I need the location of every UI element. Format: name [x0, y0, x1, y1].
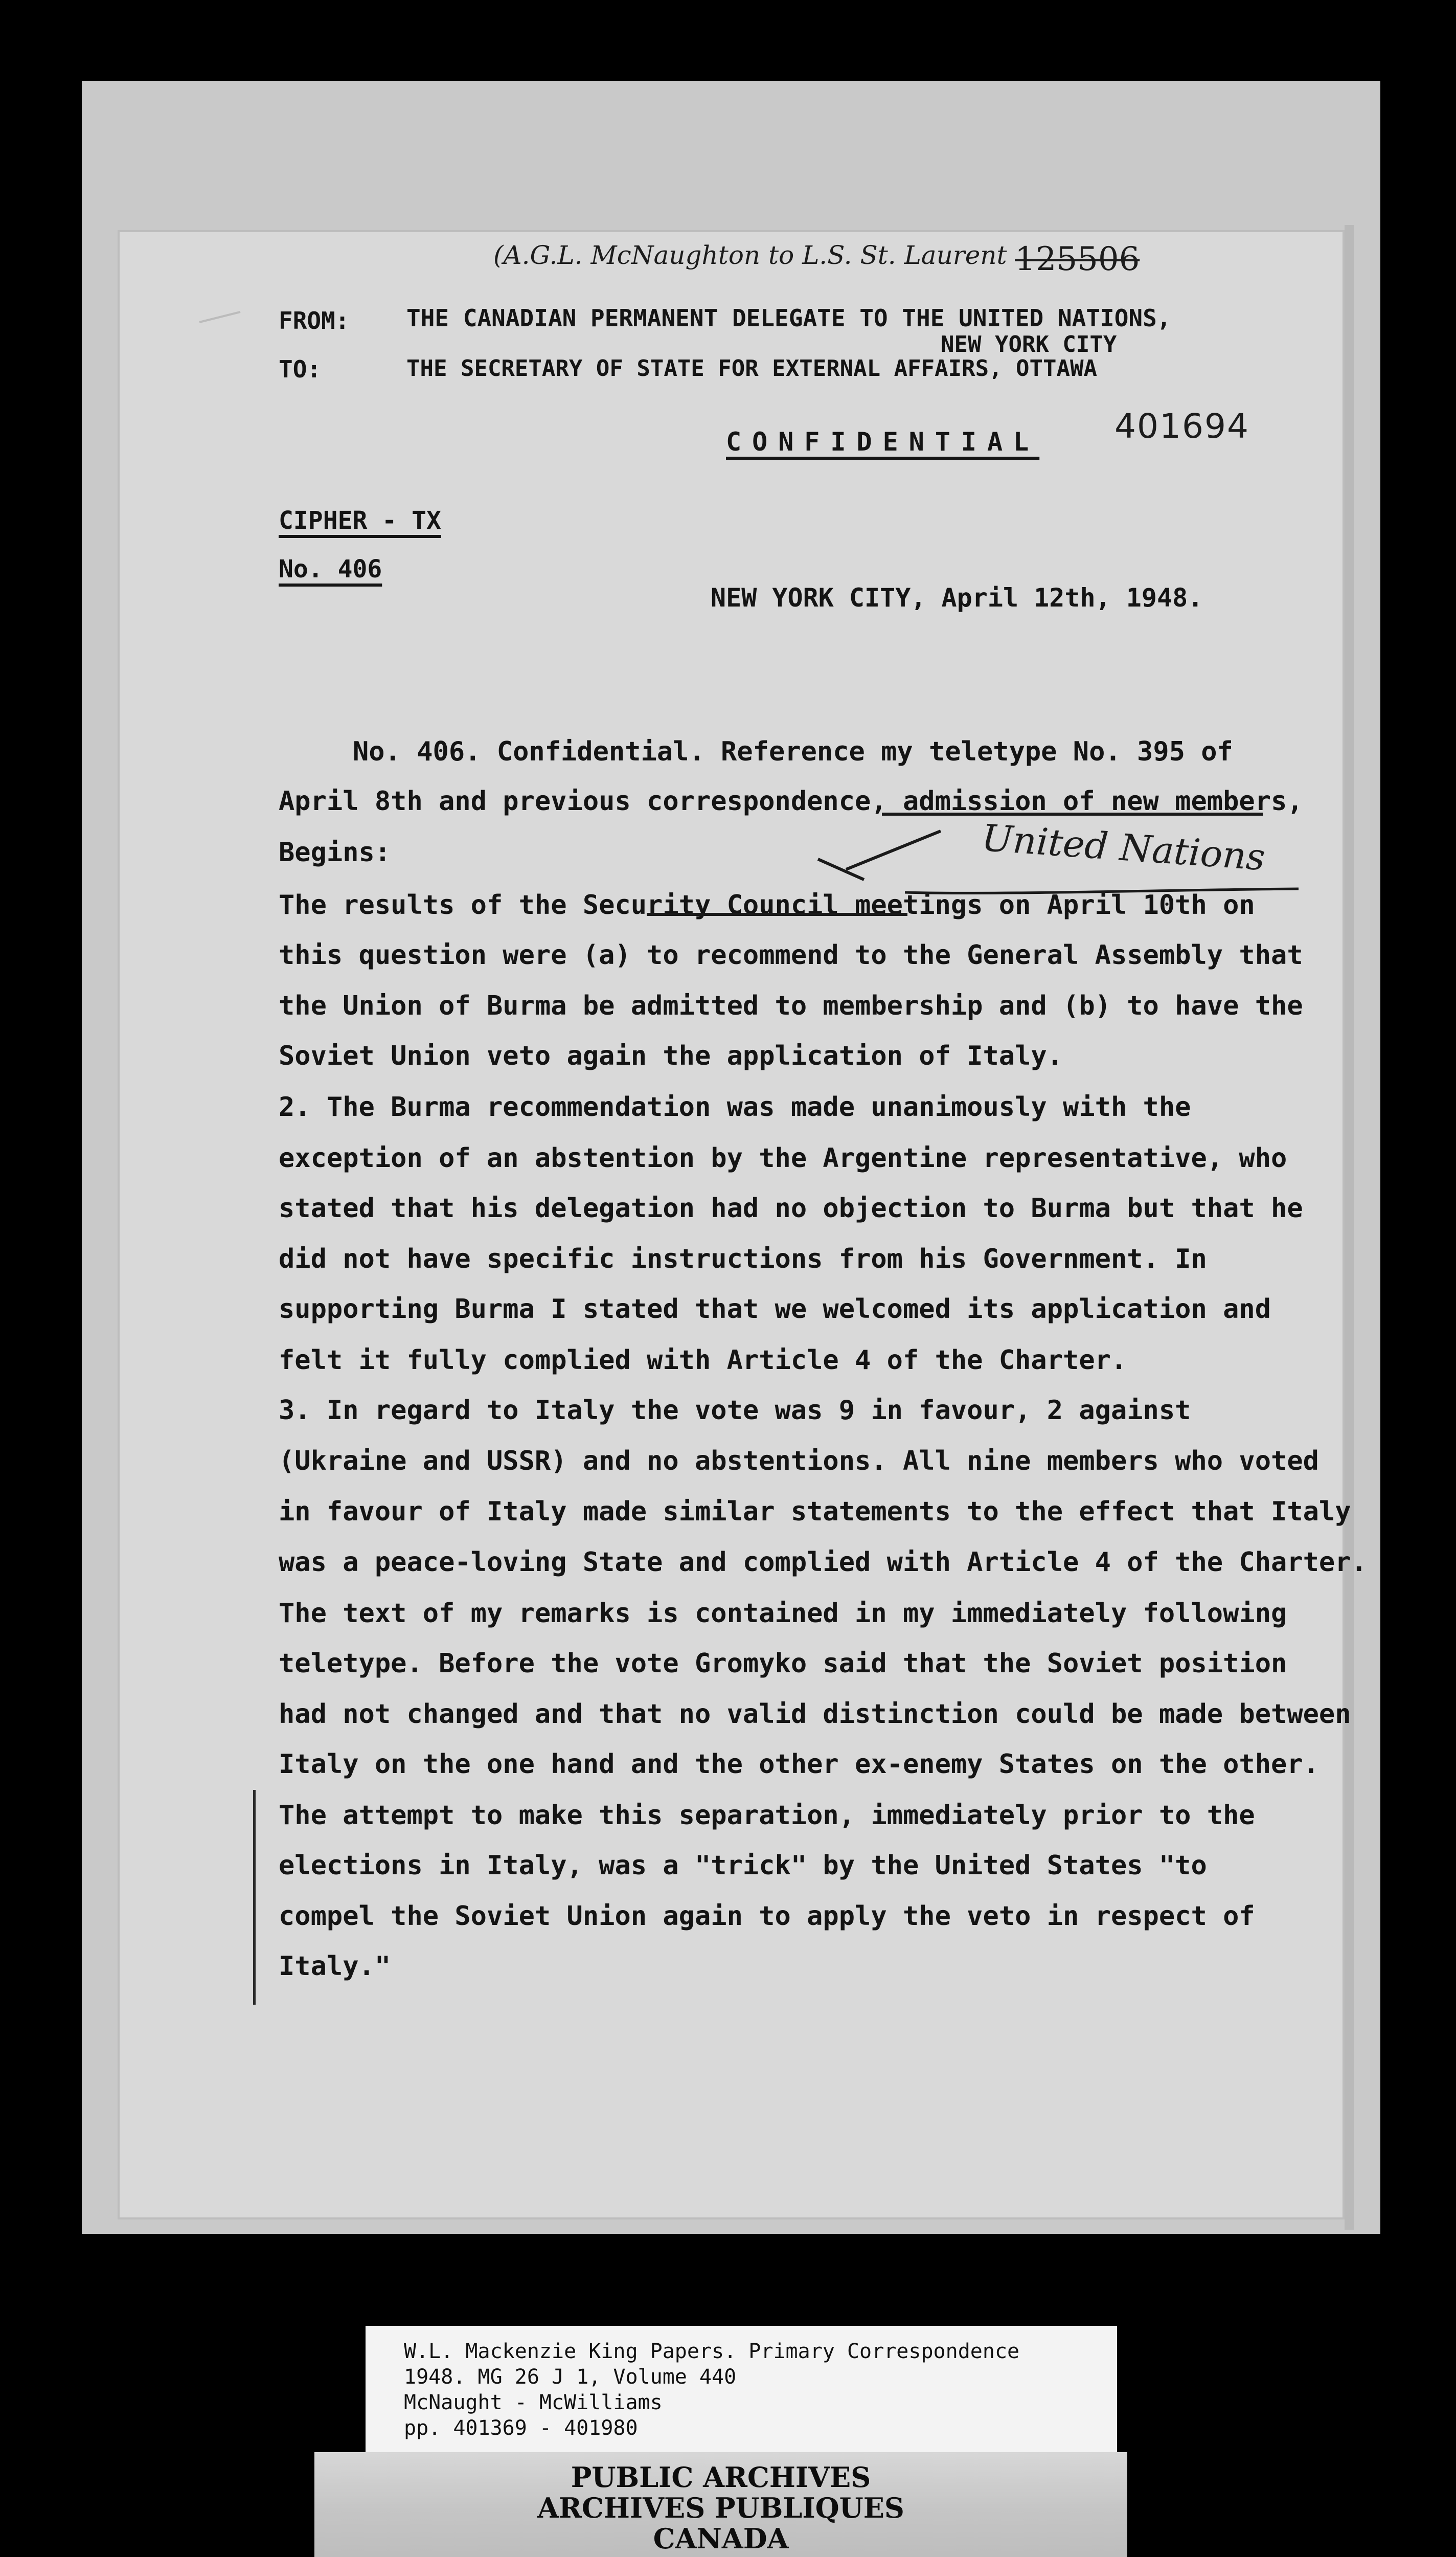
handwritten-annotation: United Nations [980, 816, 1267, 879]
body-line: was a peace-loving State and complied with Article 4 of the Charter. [279, 1547, 1367, 1578]
body-line: felt it fully complied with Article 4 of the Charter. [279, 1345, 1127, 1376]
body-line: 3. In regard to Italy the vote was 9 in favour, 2 against [279, 1395, 1191, 1426]
body-line: The attempt to make this separation, immediately prior to the [279, 1800, 1255, 1831]
body-line: Soviet Union veto again the application of Italy. [279, 1041, 1063, 1071]
body-line: did not have specific instructions from his Government. In [279, 1244, 1207, 1274]
annotation-arrow [818, 831, 941, 880]
classification-heading: CONFIDENTIAL [726, 427, 1040, 457]
margin-mark [253, 1790, 256, 2005]
document-stamp-number: 401694 [1114, 407, 1249, 446]
body-line: teletype. Before the vote Gromyko said that the Soviet position [279, 1648, 1287, 1679]
body-line: supporting Burma I stated that we welcomed its application and [279, 1294, 1271, 1325]
annotation-curve [905, 889, 1299, 893]
struck-file-number: 125506 [1015, 240, 1140, 278]
to-value: THE SECRETARY OF STATE FOR EXTERNAL AFFAIRS, OTTAWA [406, 355, 1098, 382]
scan-mark [199, 312, 240, 322]
body-line: Italy." [279, 1951, 391, 1982]
body-line: Begins: [279, 837, 391, 868]
place-date: NEW YORK CITY, April 12th, 1948. [711, 583, 1203, 613]
body-line: Italy on the one hand and the other ex-enemy States on the other. [279, 1749, 1319, 1780]
to-label: TO: [279, 355, 322, 383]
body-line: the Union of Burma be admitted to membership and (b) to have the [279, 991, 1303, 1021]
body-line: stated that his delegation had no objection to Burma but that he [279, 1193, 1303, 1224]
body-line: 2. The Burma recommendation was made unanimously with the [279, 1092, 1191, 1123]
body-line: this question were (a) to recommend to the General Assembly that [279, 940, 1303, 971]
archive-band-line: PUBLIC ARCHIVES [571, 2461, 871, 2494]
archive-band-line: CANADA [653, 2522, 789, 2555]
archive-label-line: pp. 401369 - 401980 [404, 2416, 638, 2440]
cipher-line: CIPHER - TX [279, 506, 441, 535]
from-value-line2: NEW YORK CITY [941, 331, 1117, 357]
handwritten-header: (A.G.L. McNaughton to L.S. St. Laurent [493, 240, 1007, 270]
archive-band-line: ARCHIVES PUBLIQUES [537, 2492, 904, 2524]
body-line: elections in Italy, was a "trick" by the United States "to [279, 1850, 1207, 1881]
body-line: had not changed and that no valid distinction could be made between [279, 1699, 1351, 1730]
body-line: April 8th and previous correspondence, admission of new members, [279, 786, 1303, 817]
body-line: The results of the Security Council meetings on April 10th on [279, 890, 1255, 921]
archive-label-line: 1948. MG 26 J 1, Volume 440 [404, 2365, 737, 2389]
body-line: (Ukraine and USSR) and no abstentions. All nine members who voted [279, 1446, 1319, 1476]
body-line: exception of an abstention by the Argentine representative, who [279, 1143, 1287, 1174]
from-value-line1: THE CANADIAN PERMANENT DELEGATE TO THE UNITED NATIONS, [406, 304, 1171, 332]
archive-label-line: McNaught - McWilliams [404, 2391, 663, 2414]
body-line: compel the Soviet Union again to apply the veto in respect of [279, 1901, 1255, 1932]
body-line: No. 406. Confidential. Reference my teletype No. 395 of [353, 736, 1233, 767]
telegram-number: No. 406 [279, 555, 382, 584]
body-line: in favour of Italy made similar statements to the effect that Italy [279, 1496, 1351, 1527]
archive-label-line: W.L. Mackenzie King Papers. Primary Correspondence [404, 2340, 1020, 2363]
body-line: The text of my remarks is contained in my immediately following [279, 1598, 1287, 1629]
from-label: FROM: [279, 307, 350, 334]
